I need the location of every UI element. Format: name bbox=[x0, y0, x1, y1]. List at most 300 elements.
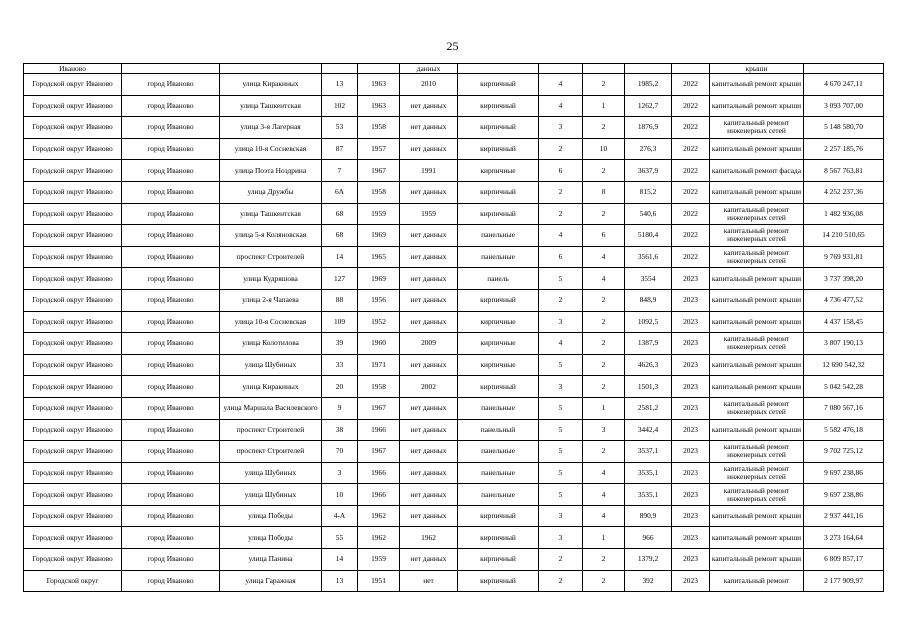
cell-wall-material: панельные bbox=[458, 484, 539, 506]
cell-build-year: 1969 bbox=[358, 268, 400, 290]
cell-district: Городской округ Иваново bbox=[24, 160, 122, 182]
cell-work-type: капитальный ремонт крыши bbox=[710, 419, 804, 441]
cell-plan-year: 2023 bbox=[672, 462, 710, 484]
cell-city: город Иваново bbox=[122, 484, 220, 506]
cell-city: город Иваново bbox=[122, 570, 220, 592]
cell-repair-year: нет данных bbox=[400, 505, 458, 527]
cell-plan-year: 2023 bbox=[672, 311, 710, 333]
cell-repair-year: нет bbox=[400, 570, 458, 592]
cell-floors: 5 bbox=[539, 397, 583, 419]
cell-house-number: 70 bbox=[322, 441, 358, 463]
cell-city: город Иваново bbox=[122, 74, 220, 96]
cell-plan-year: 2023 bbox=[672, 549, 710, 571]
table-row bbox=[24, 311, 884, 333]
cell-city: город Иваново bbox=[122, 376, 220, 398]
cell-wall-material: кирпичный bbox=[458, 289, 539, 311]
cell-repair-year: нет данных bbox=[400, 419, 458, 441]
cell-cost: 6 809 857,17 bbox=[804, 549, 884, 571]
cell bbox=[804, 64, 884, 74]
cell-city: город Иваново bbox=[122, 419, 220, 441]
table-row bbox=[24, 505, 884, 527]
cell-work-type: капитальный ремонт инженерных сетей bbox=[710, 203, 804, 225]
cell-build-year: 1966 bbox=[358, 484, 400, 506]
cell: крыши bbox=[710, 64, 804, 74]
table-row bbox=[24, 225, 884, 247]
table-row bbox=[24, 441, 884, 463]
cell-street: улица 10-я Сосневская bbox=[220, 311, 322, 333]
cell-cost: 4 252 237,36 bbox=[804, 181, 884, 203]
cell-house-number: 14 bbox=[322, 246, 358, 268]
cell-wall-material: панельный bbox=[458, 419, 539, 441]
cell-repair-year: 1959 bbox=[400, 203, 458, 225]
cell-district: Городской округ Иваново bbox=[24, 376, 122, 398]
table-row bbox=[24, 549, 884, 571]
cell-floors: 5 bbox=[539, 268, 583, 290]
cell-district: Городской округ Иваново bbox=[24, 311, 122, 333]
cell-build-year: 1959 bbox=[358, 549, 400, 571]
cell-repair-year: нет данных bbox=[400, 462, 458, 484]
cell-entrances: 4 bbox=[583, 505, 625, 527]
cell-entrances: 2 bbox=[583, 441, 625, 463]
cell-plan-year: 2023 bbox=[672, 268, 710, 290]
cell-floors: 3 bbox=[539, 117, 583, 139]
cell-work-type: капитальный ремонт инженерных сетей bbox=[710, 246, 804, 268]
cell-city: город Иваново bbox=[122, 246, 220, 268]
cell-cost: 1 482 936,08 bbox=[804, 203, 884, 225]
cell-area: 1387,9 bbox=[625, 333, 672, 355]
cell-area: 815,2 bbox=[625, 181, 672, 203]
cell-house-number: 7 bbox=[322, 160, 358, 182]
cell-area: 1876,9 bbox=[625, 117, 672, 139]
cell-floors: 2 bbox=[539, 570, 583, 592]
cell-repair-year: нет данных bbox=[400, 117, 458, 139]
cell-build-year: 1957 bbox=[358, 138, 400, 160]
cell bbox=[358, 64, 400, 74]
cell-work-type: капитальный ремонт инженерных сетей bbox=[710, 484, 804, 506]
cell-cost: 5 042 542,28 bbox=[804, 376, 884, 398]
cell-plan-year: 2023 bbox=[672, 397, 710, 419]
cell-district: Городской округ Иваново bbox=[24, 462, 122, 484]
cell bbox=[122, 64, 220, 74]
table-row bbox=[24, 376, 884, 398]
cell-work-type: капитальный ремонт крыши bbox=[710, 268, 804, 290]
table-row bbox=[24, 354, 884, 376]
cell-district: Городской округ Иваново bbox=[24, 441, 122, 463]
cell-wall-material: кирпичный bbox=[458, 376, 539, 398]
cell-wall-material: кирпичный bbox=[458, 117, 539, 139]
cell-house-number: 109 bbox=[322, 311, 358, 333]
table-row bbox=[24, 419, 884, 441]
cell-work-type: капитальный ремонт инженерных сетей bbox=[710, 397, 804, 419]
cell-floors: 2 bbox=[539, 181, 583, 203]
cell-repair-year: нет данных bbox=[400, 95, 458, 117]
cell-street: улица 2-я Чапаева bbox=[220, 289, 322, 311]
cell-area: 540,6 bbox=[625, 203, 672, 225]
cell-house-number: 102 bbox=[322, 95, 358, 117]
cell-cost: 9 702 725,12 bbox=[804, 441, 884, 463]
cell-district: Иваново bbox=[24, 64, 122, 74]
cell-build-year: 1967 bbox=[358, 441, 400, 463]
cell-area: 3442,4 bbox=[625, 419, 672, 441]
cell-street: улица Гаражная bbox=[220, 570, 322, 592]
table-row bbox=[24, 181, 884, 203]
cell-house-number: 55 bbox=[322, 527, 358, 549]
cell-floors: 3 bbox=[539, 527, 583, 549]
cell bbox=[583, 64, 625, 74]
cell-street: улица Дружбы bbox=[220, 181, 322, 203]
cell-plan-year: 2022 bbox=[672, 74, 710, 96]
cell-city: город Иваново bbox=[122, 354, 220, 376]
cell-repair-year: нет данных bbox=[400, 246, 458, 268]
cell-city: город Иваново bbox=[122, 462, 220, 484]
cell-street: улица Колотилова bbox=[220, 333, 322, 355]
cell-cost: 3 737 398,20 bbox=[804, 268, 884, 290]
cell-plan-year: 2023 bbox=[672, 333, 710, 355]
cell-district: Городской округ Иваново bbox=[24, 268, 122, 290]
table-row bbox=[24, 95, 884, 117]
cell-repair-year: 1991 bbox=[400, 160, 458, 182]
table-row bbox=[24, 570, 884, 592]
cell-house-number: 87 bbox=[322, 138, 358, 160]
cell-street: улица Шубиных bbox=[220, 354, 322, 376]
cell-cost: 9 769 931,81 bbox=[804, 246, 884, 268]
cell-cost: 2 257 185,76 bbox=[804, 138, 884, 160]
cell-cost: 14 210 510,65 bbox=[804, 225, 884, 247]
cell-city: город Иваново bbox=[122, 181, 220, 203]
cell-area: 3537,1 bbox=[625, 441, 672, 463]
cell-repair-year: нет данных bbox=[400, 441, 458, 463]
cell-house-number: 53 bbox=[322, 117, 358, 139]
cell-wall-material: кирпичный bbox=[458, 570, 539, 592]
cell-city: город Иваново bbox=[122, 311, 220, 333]
cell-build-year: 1958 bbox=[358, 181, 400, 203]
cell-area: 392 bbox=[625, 570, 672, 592]
cell-cost: 5 582 476,18 bbox=[804, 419, 884, 441]
cell-city: город Иваново bbox=[122, 527, 220, 549]
cell-entrances: 1 bbox=[583, 397, 625, 419]
cell-area: 848,9 bbox=[625, 289, 672, 311]
cell-build-year: 1965 bbox=[358, 246, 400, 268]
cell-area: 1379,2 bbox=[625, 549, 672, 571]
cell-entrances: 2 bbox=[583, 74, 625, 96]
cell-cost: 2 177 909,97 bbox=[804, 570, 884, 592]
cell-district: Городской округ Иваново bbox=[24, 138, 122, 160]
cell-plan-year: 2023 bbox=[672, 484, 710, 506]
cell-cost: 4 736 477,52 bbox=[804, 289, 884, 311]
cell-street: улица 3-я Лагерная bbox=[220, 117, 322, 139]
cell-wall-material: кирпичные bbox=[458, 311, 539, 333]
cell-build-year: 1962 bbox=[358, 527, 400, 549]
cell-district: Городской округ Иваново bbox=[24, 117, 122, 139]
cell bbox=[625, 64, 672, 74]
cell-area: 4626,3 bbox=[625, 354, 672, 376]
table-row bbox=[24, 484, 884, 506]
cell-repair-year: нет данных bbox=[400, 549, 458, 571]
cell-district: Городской округ Иваново bbox=[24, 527, 122, 549]
table-row bbox=[24, 268, 884, 290]
cell-wall-material: панельные bbox=[458, 462, 539, 484]
cell-floors: 5 bbox=[539, 354, 583, 376]
cell-floors: 2 bbox=[539, 138, 583, 160]
cell-district: Городской округ Иваново bbox=[24, 354, 122, 376]
cell-wall-material: панельные bbox=[458, 225, 539, 247]
cell-house-number: 10 bbox=[322, 484, 358, 506]
cell-plan-year: 2023 bbox=[672, 419, 710, 441]
cell-city: город Иваново bbox=[122, 505, 220, 527]
table-body bbox=[24, 64, 884, 592]
cell-house-number: 38 bbox=[322, 419, 358, 441]
cell-plan-year: 2023 bbox=[672, 354, 710, 376]
cell-work-type: капитальный ремонт крыши bbox=[710, 354, 804, 376]
cell-entrances: 2 bbox=[583, 354, 625, 376]
cell-repair-year: нет данных bbox=[400, 138, 458, 160]
cell-build-year: 1963 bbox=[358, 95, 400, 117]
cell-build-year: 1959 bbox=[358, 203, 400, 225]
cell bbox=[458, 64, 539, 74]
cell-area: 966 bbox=[625, 527, 672, 549]
cell-plan-year: 2022 bbox=[672, 203, 710, 225]
cell-house-number: 68 bbox=[322, 225, 358, 247]
cell-district: Городской округ Иваново bbox=[24, 95, 122, 117]
cell-build-year: 1966 bbox=[358, 462, 400, 484]
cell-work-type: капитальный ремонт bbox=[710, 570, 804, 592]
cell-plan-year: 2023 bbox=[672, 505, 710, 527]
cell-work-type: капитальный ремонт крыши bbox=[710, 376, 804, 398]
cell-entrances: 4 bbox=[583, 462, 625, 484]
cell-build-year: 1969 bbox=[358, 225, 400, 247]
cell-street: улица Панина bbox=[220, 549, 322, 571]
cell-entrances: 2 bbox=[583, 160, 625, 182]
cell-work-type: капитальный ремонт инженерных сетей bbox=[710, 333, 804, 355]
cell-street: проспект Строителей bbox=[220, 419, 322, 441]
cell-cost: 4 437 158,45 bbox=[804, 311, 884, 333]
cell-district: Городской округ Иваново bbox=[24, 333, 122, 355]
cell-city: город Иваново bbox=[122, 95, 220, 117]
cell-district: Городской округ Иваново bbox=[24, 289, 122, 311]
cell-repair-year: нет данных bbox=[400, 268, 458, 290]
continuation-row bbox=[24, 64, 884, 74]
cell-plan-year: 2023 bbox=[672, 376, 710, 398]
cell-house-number: 14 bbox=[322, 549, 358, 571]
cell-cost: 7 080 567,16 bbox=[804, 397, 884, 419]
cell-plan-year: 2023 bbox=[672, 527, 710, 549]
cell-cost: 3 807 190,13 bbox=[804, 333, 884, 355]
cell-entrances: 10 bbox=[583, 138, 625, 160]
cell-plan-year: 2022 bbox=[672, 95, 710, 117]
cell-wall-material: кирпичный bbox=[458, 74, 539, 96]
cell-entrances: 4 bbox=[583, 268, 625, 290]
cell-floors: 6 bbox=[539, 160, 583, 182]
cell-repair-year: 2010 bbox=[400, 74, 458, 96]
cell-house-number: 39 bbox=[322, 333, 358, 355]
cell-work-type: капитальный ремонт крыши bbox=[710, 289, 804, 311]
cell-district: Городской округ Иваново bbox=[24, 484, 122, 506]
cell-wall-material: кирпичные bbox=[458, 333, 539, 355]
cell-entrances: 2 bbox=[583, 203, 625, 225]
cell-city: город Иваново bbox=[122, 138, 220, 160]
cell-cost: 12 690 542,32 bbox=[804, 354, 884, 376]
cell-floors: 4 bbox=[539, 95, 583, 117]
cell-floors: 5 bbox=[539, 419, 583, 441]
cell-build-year: 1958 bbox=[358, 117, 400, 139]
cell-area: 2581,2 bbox=[625, 397, 672, 419]
cell-street: улица Ташкентская bbox=[220, 95, 322, 117]
cell-entrances: 2 bbox=[583, 549, 625, 571]
cell-repair-year: нет данных bbox=[400, 354, 458, 376]
cell-work-type: капитальный ремонт инженерных сетей bbox=[710, 225, 804, 247]
cell-street: улица Маршала Василевского bbox=[220, 397, 322, 419]
cell-repair-year: нет данных bbox=[400, 289, 458, 311]
cell-wall-material: кирпичный bbox=[458, 203, 539, 225]
cell-street: проспект Строителей bbox=[220, 441, 322, 463]
cell-area: 3554 bbox=[625, 268, 672, 290]
housing-repair-table bbox=[23, 63, 884, 592]
cell-wall-material: панель bbox=[458, 268, 539, 290]
cell-plan-year: 2023 bbox=[672, 289, 710, 311]
cell: данных bbox=[400, 64, 458, 74]
cell-street: улица Поэта Ноздрина bbox=[220, 160, 322, 182]
cell-wall-material: кирпичный bbox=[458, 527, 539, 549]
cell-area: 276,3 bbox=[625, 138, 672, 160]
cell-street: улица Шубиных bbox=[220, 484, 322, 506]
table-row bbox=[24, 333, 884, 355]
cell-wall-material: кирпичный bbox=[458, 505, 539, 527]
cell-floors: 5 bbox=[539, 462, 583, 484]
cell-wall-material: панельные bbox=[458, 441, 539, 463]
cell-street: улица Победы bbox=[220, 505, 322, 527]
cell-house-number: 20 bbox=[322, 376, 358, 398]
table-row bbox=[24, 527, 884, 549]
cell-entrances: 2 bbox=[583, 570, 625, 592]
cell-repair-year: нет данных bbox=[400, 397, 458, 419]
cell-area: 5180,4 bbox=[625, 225, 672, 247]
cell-floors: 3 bbox=[539, 505, 583, 527]
cell-repair-year: нет данных bbox=[400, 311, 458, 333]
cell-street: проспект Строителей bbox=[220, 246, 322, 268]
cell-district: Городской округ Иваново bbox=[24, 397, 122, 419]
page-number: 25 bbox=[446, 39, 459, 53]
cell-entrances: 8 bbox=[583, 181, 625, 203]
cell-work-type: капитальный ремонт крыши bbox=[710, 505, 804, 527]
cell-floors: 3 bbox=[539, 376, 583, 398]
cell-plan-year: 2022 bbox=[672, 160, 710, 182]
cell-street: улица Киракиных bbox=[220, 74, 322, 96]
cell bbox=[322, 64, 358, 74]
cell-work-type: капитальный ремонт крыши bbox=[710, 74, 804, 96]
cell-entrances: 4 bbox=[583, 246, 625, 268]
cell-repair-year: 2009 bbox=[400, 333, 458, 355]
cell-work-type: капитальный ремонт крыши bbox=[710, 527, 804, 549]
cell-city: город Иваново bbox=[122, 333, 220, 355]
cell-floors: 2 bbox=[539, 549, 583, 571]
cell-wall-material: кирпичный bbox=[458, 138, 539, 160]
cell-city: город Иваново bbox=[122, 289, 220, 311]
cell-area: 1501,3 bbox=[625, 376, 672, 398]
cell-work-type: капитальный ремонт крыши bbox=[710, 138, 804, 160]
table-row bbox=[24, 397, 884, 419]
cell-city: город Иваново bbox=[122, 549, 220, 571]
table-row bbox=[24, 138, 884, 160]
cell-city: город Иваново bbox=[122, 397, 220, 419]
cell-work-type: капитальный ремонт инженерных сетей bbox=[710, 117, 804, 139]
cell-cost: 9 697 238,86 bbox=[804, 462, 884, 484]
cell-cost: 4 670 247,11 bbox=[804, 74, 884, 96]
cell-plan-year: 2022 bbox=[672, 181, 710, 203]
cell-cost: 2 937 441,16 bbox=[804, 505, 884, 527]
cell-build-year: 1956 bbox=[358, 289, 400, 311]
cell-district: Городской округ Иваново bbox=[24, 181, 122, 203]
cell-repair-year: нет данных bbox=[400, 181, 458, 203]
cell-floors: 5 bbox=[539, 484, 583, 506]
table-row bbox=[24, 246, 884, 268]
cell-entrances: 2 bbox=[583, 311, 625, 333]
table-row bbox=[24, 462, 884, 484]
cell-work-type: капитальный ремонт фасада bbox=[710, 160, 804, 182]
cell-house-number: 68 bbox=[322, 203, 358, 225]
cell-house-number: 13 bbox=[322, 74, 358, 96]
cell-repair-year: нет данных bbox=[400, 225, 458, 247]
cell-work-type: капитальный ремонт инженерных сетей bbox=[710, 441, 804, 463]
cell-plan-year: 2022 bbox=[672, 138, 710, 160]
cell-city: город Иваново bbox=[122, 117, 220, 139]
table-row bbox=[24, 74, 884, 96]
table-row bbox=[24, 160, 884, 182]
cell-area: 890,9 bbox=[625, 505, 672, 527]
cell-entrances: 2 bbox=[583, 333, 625, 355]
cell-build-year: 1967 bbox=[358, 160, 400, 182]
cell bbox=[539, 64, 583, 74]
cell-floors: 3 bbox=[539, 311, 583, 333]
cell-entrances: 3 bbox=[583, 419, 625, 441]
cell-build-year: 1952 bbox=[358, 311, 400, 333]
cell-entrances: 2 bbox=[583, 117, 625, 139]
cell-entrances: 6 bbox=[583, 225, 625, 247]
cell-wall-material: кирпичный bbox=[458, 181, 539, 203]
cell-plan-year: 2022 bbox=[672, 225, 710, 247]
cell-wall-material: панельные bbox=[458, 246, 539, 268]
cell-entrances: 2 bbox=[583, 289, 625, 311]
cell-wall-material: кирпичные bbox=[458, 160, 539, 182]
cell-district: Городской округ Иваново bbox=[24, 74, 122, 96]
cell-house-number: 33 bbox=[322, 354, 358, 376]
cell-wall-material: панельные bbox=[458, 397, 539, 419]
table-row bbox=[24, 203, 884, 225]
cell-cost: 8 567 763,81 bbox=[804, 160, 884, 182]
cell-floors: 4 bbox=[539, 225, 583, 247]
cell-build-year: 1963 bbox=[358, 74, 400, 96]
cell-city: город Иваново bbox=[122, 203, 220, 225]
cell-plan-year: 2023 bbox=[672, 570, 710, 592]
cell-house-number: 6А bbox=[322, 181, 358, 203]
cell-area: 3637,9 bbox=[625, 160, 672, 182]
cell-floors: 5 bbox=[539, 441, 583, 463]
cell-repair-year: нет данных bbox=[400, 484, 458, 506]
cell-street: улица Киракиных bbox=[220, 376, 322, 398]
cell-cost: 5 148 580,70 bbox=[804, 117, 884, 139]
cell-area: 1262,7 bbox=[625, 95, 672, 117]
cell-repair-year: 2002 bbox=[400, 376, 458, 398]
cell-district: Городской округ Иваново bbox=[24, 549, 122, 571]
cell-district: Городской округ Иваново bbox=[24, 225, 122, 247]
cell-street: улица Ташкентская bbox=[220, 203, 322, 225]
cell-plan-year: 2022 bbox=[672, 117, 710, 139]
cell-house-number: 13 bbox=[322, 570, 358, 592]
cell-repair-year: 1962 bbox=[400, 527, 458, 549]
cell-build-year: 1951 bbox=[358, 570, 400, 592]
cell-work-type: капитальный ремонт крыши bbox=[710, 549, 804, 571]
cell-cost: 3 273 164,64 bbox=[804, 527, 884, 549]
cell bbox=[220, 64, 322, 74]
